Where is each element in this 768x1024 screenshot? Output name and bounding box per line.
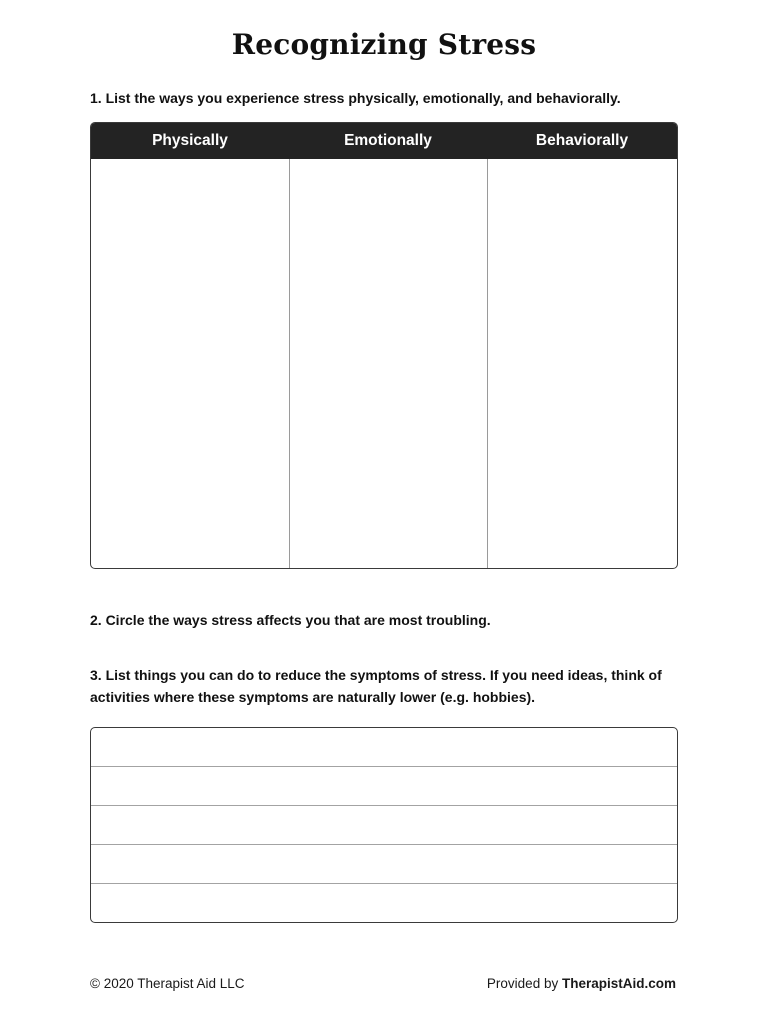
provided-by-prefix: Provided by bbox=[486, 976, 562, 991]
header-physically: Physically bbox=[152, 132, 228, 149]
provider-brand-link[interactable]: TherapistAid.com bbox=[561, 976, 676, 991]
coping-answer-box bbox=[90, 727, 678, 923]
stress-symptoms-table bbox=[90, 122, 678, 569]
question-3: 3. List things you can do to reduce the symptoms of stress. If you need ideas, think of activities where these symptoms are naturally lower (e.g. hobbies). bbox=[90, 667, 662, 705]
answer-line[interactable] bbox=[91, 728, 677, 767]
table-body bbox=[91, 159, 677, 568]
answer-line[interactable] bbox=[91, 806, 677, 845]
header-emotionally: Emotionally bbox=[344, 132, 432, 149]
copyright-text: © 2020 Therapist Aid LLC bbox=[90, 976, 245, 991]
answer-line[interactable] bbox=[91, 767, 677, 806]
answer-line[interactable] bbox=[91, 845, 677, 884]
provided-by bbox=[487, 976, 676, 991]
physically-answer-area[interactable] bbox=[91, 159, 290, 568]
header-behaviorally: Behaviorally bbox=[535, 132, 629, 149]
question-2: 2. Circle the ways stress affects you that are most troubling. bbox=[90, 612, 491, 628]
question-1: 1. List the ways you experience stress physically, emotionally, and behaviorally. bbox=[90, 90, 621, 106]
behaviorally-answer-area[interactable] bbox=[488, 159, 677, 568]
page-title: Recognizing Stress bbox=[231, 28, 537, 61]
answer-line[interactable] bbox=[91, 884, 677, 922]
table-header-row bbox=[91, 123, 677, 159]
emotionally-answer-area[interactable] bbox=[290, 159, 488, 568]
